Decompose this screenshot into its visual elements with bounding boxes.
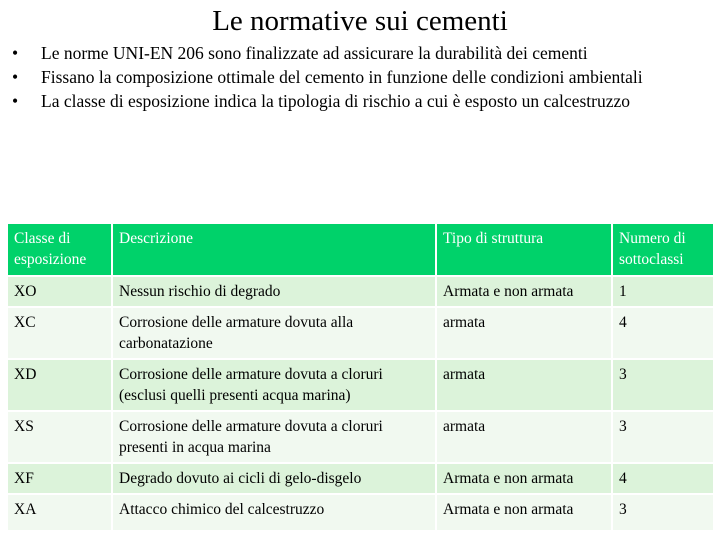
bullet-text: Fissano la composizione ottimale del cemento in funzione delle condizioni ambientali bbox=[41, 67, 643, 87]
cell-classe: XF bbox=[8, 463, 112, 494]
cell-numero-sottoclassi: 3 bbox=[612, 494, 714, 531]
cell-numero-sottoclassi: 3 bbox=[612, 359, 714, 411]
cell-tipo-struttura: armata bbox=[436, 411, 612, 463]
cell-classe: XO bbox=[8, 276, 112, 307]
cell-descrizione: Corrosione delle armature dovuta alla carbonatazione bbox=[112, 307, 436, 359]
table-header-row bbox=[8, 224, 714, 276]
header-numero-sottoclassi: Numero di sottoclassi bbox=[612, 224, 714, 276]
cell-tipo-struttura: Armata e non armata bbox=[436, 494, 612, 531]
table-row bbox=[8, 494, 714, 531]
cell-tipo-struttura: Armata e non armata bbox=[436, 463, 612, 494]
cell-descrizione: Degrado dovuto ai cicli di gelo-disgelo bbox=[112, 463, 436, 494]
header-tipo-struttura: Tipo di struttura bbox=[436, 224, 612, 276]
header-classe: Classe di esposizione bbox=[8, 224, 112, 276]
bullet-icon: • bbox=[12, 43, 19, 63]
cell-classe: XD bbox=[8, 359, 112, 411]
bullet-item bbox=[12, 66, 702, 89]
table-row bbox=[8, 307, 714, 359]
bullet-icon: • bbox=[12, 91, 19, 111]
bullet-list bbox=[12, 42, 702, 114]
cell-descrizione: Attacco chimico del calcestruzzo bbox=[112, 494, 436, 531]
table-row bbox=[8, 463, 714, 494]
cell-tipo-struttura: Armata e non armata bbox=[436, 276, 612, 307]
cell-descrizione: Nessun rischio di degrado bbox=[112, 276, 436, 307]
slide-title: Le normative sui cementi bbox=[212, 5, 508, 37]
cell-numero-sottoclassi: 1 bbox=[612, 276, 714, 307]
table-row bbox=[8, 359, 714, 411]
cell-descrizione: Corrosione delle armature dovuta a cloruri (esclusi quelli presenti acqua marina) bbox=[112, 359, 436, 411]
table-row bbox=[8, 276, 714, 307]
bullet-text: Le norme UNI-EN 206 sono finalizzate ad assicurare la durabilità dei cementi bbox=[41, 43, 588, 63]
bullet-text: La classe di esposizione indica la tipologia di rischio a cui è esposto un calcestruzzo bbox=[41, 91, 630, 111]
cell-classe: XA bbox=[8, 494, 112, 531]
cell-classe: XS bbox=[8, 411, 112, 463]
cell-descrizione: Corrosione delle armature dovuta a cloruri presenti in acqua marina bbox=[112, 411, 436, 463]
bullet-icon: • bbox=[12, 67, 19, 87]
bullet-item bbox=[12, 90, 702, 113]
cell-numero-sottoclassi: 3 bbox=[612, 411, 714, 463]
cell-classe: XC bbox=[8, 307, 112, 359]
table-row bbox=[8, 411, 714, 463]
cell-numero-sottoclassi: 4 bbox=[612, 463, 714, 494]
cell-numero-sottoclassi: 4 bbox=[612, 307, 714, 359]
bullet-item bbox=[12, 42, 702, 65]
header-descrizione: Descrizione bbox=[112, 224, 436, 276]
exposure-class-table bbox=[8, 224, 715, 532]
cell-tipo-struttura: armata bbox=[436, 359, 612, 411]
cell-tipo-struttura: armata bbox=[436, 307, 612, 359]
